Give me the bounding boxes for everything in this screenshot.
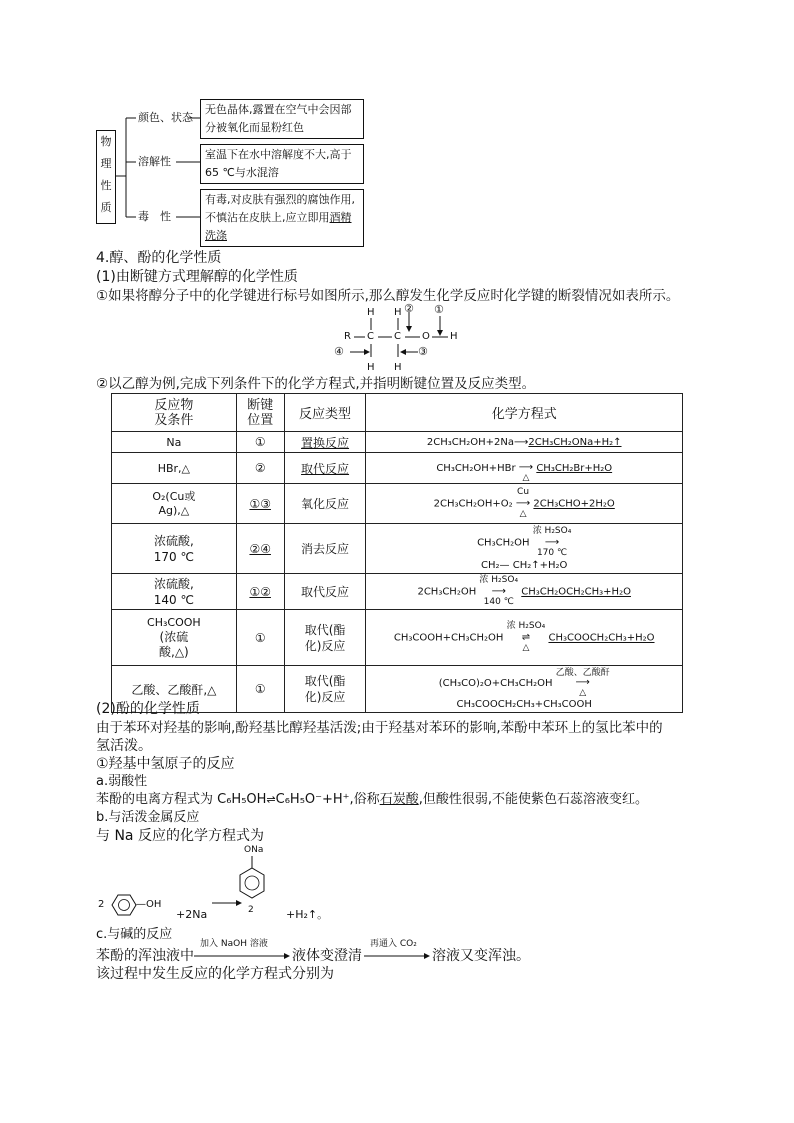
coef-left: 2 [98, 899, 105, 910]
header-cell-equation: 化学方程式 [366, 394, 683, 432]
cell-conditions: 浓硫酸, 170 ℃ [112, 524, 237, 574]
prop-label-color: 颜色、状态 [138, 111, 193, 124]
prop-label-solubility: 溶解性 [138, 155, 171, 168]
sodium-reaction-text: 与 Na 反应的化学方程式为 [96, 828, 264, 844]
process-arrow2 [364, 952, 430, 960]
atom-c2: C [394, 331, 401, 342]
process-arrow1-label: 加入 NaOH 溶液 [200, 939, 268, 949]
alcohol-bond-structure [330, 302, 470, 378]
atom-h-bot1: H [367, 362, 375, 373]
header-cell-conditions: 反应物 及条件 [112, 394, 237, 432]
atom-h-top1: H [367, 307, 375, 318]
bond-label-4: ④ [334, 345, 344, 358]
bond-label-2: ② [404, 302, 414, 315]
label-char: 性 [100, 179, 112, 192]
atom-c1: C [367, 331, 374, 342]
cell-conditions: O₂(Cu或 Ag),△ [112, 484, 237, 524]
label-char: 理 [100, 157, 112, 170]
cell-type: 取代反应 [284, 574, 366, 610]
atom-r: R [344, 331, 351, 342]
bond-label-1: ① [434, 303, 444, 316]
bond-label-3: ③ [418, 345, 428, 358]
cell-equation: CH₃CH₂OH 浓 H₂SO₄ ⟶ 170 ℃ CH₂— CH₂↑+H₂O [366, 524, 683, 574]
equilibrium-arrow: ⇌ [266, 793, 276, 806]
table-row [112, 453, 683, 484]
prop-text-solubility: 室温下在水中溶解度不大,高于 65 ℃与水混溶 [205, 148, 352, 179]
cell-position: ① [236, 666, 284, 713]
table-row [112, 524, 683, 574]
section-title: 4.醇、酚的化学性质 [96, 250, 222, 266]
process-end: 溶液又变浑浊。 [432, 948, 530, 964]
benzene-ring-right [232, 856, 272, 910]
cell-type: 置换反应 [284, 432, 366, 453]
turbidity-process [96, 938, 556, 966]
cell-position: ①② [236, 574, 284, 610]
cell-type: 取代(酯 化)反应 [284, 666, 366, 713]
prop-text-color: 无色晶体,露置在空气中会因部分被氧化而显粉红色 [205, 103, 352, 134]
active-metal-title: b.与活泼金属反应 [96, 810, 200, 825]
weak-acid-title: a.弱酸性 [96, 774, 148, 789]
cell-type: 取代反应 [284, 453, 366, 484]
prop-text-toxicity: 有毒,对皮肤有强烈的腐蚀作用,不慎沾在皮肤上,应立即用酒精洗涤 [205, 193, 355, 242]
cell-type: 消去反应 [284, 524, 366, 574]
header-cell-type: 反应类型 [284, 394, 366, 432]
cell-position: ② [236, 453, 284, 484]
process-start: 苯酚的浑浊液中 [96, 948, 194, 964]
atom-h-top2: H [394, 307, 402, 318]
process-arrow2-label: 再通入 CO₂ [370, 939, 417, 949]
atom-o: O [422, 331, 430, 342]
paragraph-bond-numbering: ①如果将醇分子中的化学键进行标号如图所示,那么醇发生化学反应时化学键的断裂情况如表所示。 [96, 288, 680, 304]
cell-equation: CH₃CH₂OH+HBr ⟶ △ CH₃CH₂Br+H₂O [366, 453, 683, 484]
cell-equation: (CH₃CO)₂O+CH₃CH₂OH 乙酸、乙酸酐 ⟶ △ CH₃COOCH₂CH₃+CH₃COOH [366, 666, 683, 713]
prop-label-toxicity: 毒 性 [138, 210, 171, 223]
prop-box-toxicity [200, 189, 364, 247]
base-reaction-title: c.与碱的反应 [96, 927, 173, 942]
process-arrow1 [194, 952, 290, 960]
table-row [112, 610, 683, 666]
table-row [112, 574, 683, 610]
cell-conditions: 浓硫酸, 140 ℃ [112, 574, 237, 610]
cell-position: ① [236, 432, 284, 453]
label-char: 物 [100, 135, 112, 148]
atom-h-bot2: H [394, 362, 402, 373]
paragraph-ethanol-task: ②以乙醇为例,完成下列条件下的化学方程式,并指明断键位置及反应类型。 [96, 376, 536, 392]
process-middle: 液体变澄清 [292, 948, 362, 964]
final-sentence: 该过程中发生反应的化学方程式分别为 [96, 966, 334, 982]
table-row [112, 484, 683, 524]
cell-position: ① [236, 610, 284, 666]
cell-conditions: 乙酸、乙酸酐,△ [112, 666, 237, 713]
phenol-intro-line1: 由于苯环对羟基的影响,酚羟基比醇羟基活泼;由于羟基对苯环的影响,苯酚中苯环上的氢比苯中的 [96, 720, 663, 736]
ionization-sentence: 苯酚的电离方程式为 C₆H₅OH⇌C₆H₅O⁻+H⁺,俗称石炭酸,但酸性很弱,不能使紫色石蕊溶液变红。 [96, 792, 648, 807]
hydroxyl-heading: ①羟基中氢原子的反应 [96, 756, 235, 772]
cell-equation: 2CH₃CH₂OH 浓 H₂SO₄ ⟶ 140 ℃ CH₃CH₂OCH₂CH₃+H₂O [366, 574, 683, 610]
physical-properties-diagram [96, 96, 366, 248]
reaction-arrow: ⟶ [514, 436, 529, 448]
cell-conditions: Na [112, 432, 237, 453]
ethanol-reaction-table [111, 393, 683, 713]
cell-conditions: CH₃COOH (浓硫 酸,△) [112, 610, 237, 666]
cell-position: ②④ [236, 524, 284, 574]
cell-equation: 2CH₃CH₂OH+O₂ Cu ⟶ △ 2CH₃CHO+2H₂O [366, 484, 683, 524]
ona-group: ONa [244, 845, 264, 855]
cell-equation: CH₃COOH+CH₃CH₂OH 浓 H₂SO₄ ⇌ △ CH₃COOCH₂CH₃+H₂O [366, 610, 683, 666]
cell-type: 取代(酯 化)反应 [284, 610, 366, 666]
subsection-phenol: (2)酚的化学性质 [96, 701, 200, 717]
hydroxyl-group: —OH [136, 899, 162, 910]
plus-sodium: +2Na [176, 908, 208, 921]
prop-box-color [200, 99, 364, 139]
cell-position: ①③ [236, 484, 284, 524]
cell-type: 氧化反应 [284, 484, 366, 524]
atom-h-right: H [450, 331, 458, 342]
cell-conditions: HBr,△ [112, 453, 237, 484]
phenol-intro-line2: 氢活泼。 [96, 738, 152, 754]
label-char: 质 [100, 201, 112, 214]
prop-box-solubility [200, 144, 364, 184]
subsection-alcohol: (1)由断键方式理解醇的化学性质 [96, 269, 298, 285]
phenol-sodium-equation [96, 842, 336, 922]
hydrogen-product: +H₂↑。 [286, 908, 329, 921]
header-cell-position: 断键 位置 [236, 394, 284, 432]
coef-right: 2 [248, 905, 254, 915]
cell-equation: 2CH₃CH₂OH+2Na⟶2CH₃CH₂ONa+H₂↑ [366, 432, 683, 453]
table-header-row [112, 394, 683, 432]
table-row [112, 432, 683, 453]
